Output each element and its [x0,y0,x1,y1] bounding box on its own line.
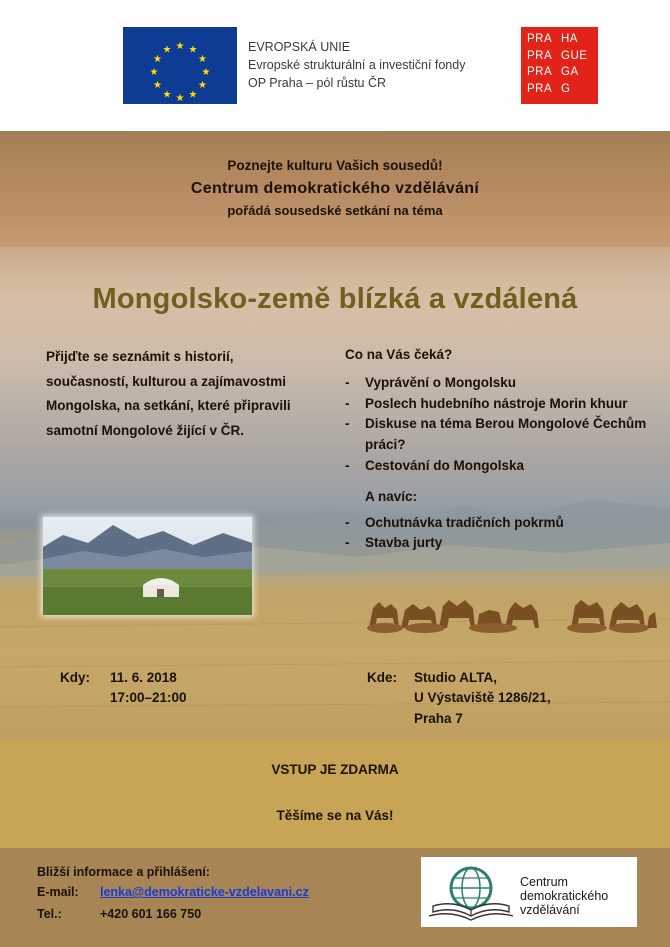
when-label: Kdy: [60,670,90,685]
admission-band [0,740,670,848]
praha-logo-text: PRA [527,33,553,45]
praha-logo-text: PRA [527,49,553,62]
svg-text:★: ★ [198,54,207,65]
event-time: 17:00–21:00 [110,690,187,705]
svg-text:★: ★ [175,41,185,52]
banner-organizer: Centrum demokratického vzdělávání [190,180,480,197]
cdv-line-1: Centrum [520,875,568,889]
cdv-line-3: vzdělávání [520,903,580,917]
svg-text:★: ★ [201,67,211,78]
venue-district: Praha 7 [414,711,463,726]
cdv-logo-text [520,875,608,917]
praha-logo-text: PRA [527,82,553,95]
contact-heading: Bližší informace a přihlášení: [37,865,210,879]
event-date: 11. 6. 2018 [110,670,177,685]
event-title: Mongolsko-země blízká a vzdálená [92,283,578,315]
praha-logo-text: G [561,82,571,95]
banner-subtitle: pořádá sousedské setkání na téma [227,203,443,218]
banner-tagline: Poznejte kulturu Vašich sousedů! [227,158,443,173]
program-item: - Poslech hudebního nástroje Morin khuur [345,394,655,415]
greeting-text: Těšíme se na Vás! [276,808,394,823]
globe-book-icon [425,860,517,924]
camels-icon [365,588,657,634]
program-item: - Vyprávění o Mongolsku [345,373,655,394]
camel-herd-image [365,588,657,634]
email-link[interactable]: lenka@demokraticke-vzdelavani.cz [100,885,309,899]
program-heading: Co na Vás čeká? [345,347,453,362]
phone-label: Tel.: [37,907,62,921]
cdv-line-2: demokratického [520,889,609,903]
free-entry-text: VSTUP JE ZDARMA [271,762,399,777]
svg-text:★: ★ [188,44,198,56]
praha-logo-text: HA [561,33,578,45]
phone-number: +420 601 166 750 [100,907,202,921]
svg-text:★: ★ [162,44,172,56]
yurt-photo [43,517,252,615]
yurt-landscape-icon [43,517,252,615]
cdv-logo [421,857,637,927]
eu-line-3: OP Praha – pól růstu ČR [248,76,387,90]
extra-item: - Stavba jurty [345,533,655,554]
invitation-banner [0,131,670,247]
program-section [345,345,655,554]
venue-name: Studio ALTA, [414,670,497,685]
eu-stars-icon [123,27,237,104]
praha-logo-text: PRA [527,66,553,78]
svg-text:★: ★ [153,80,162,91]
praha-logo-text: GUE [561,49,588,62]
eu-line-1: EVROPSKÁ UNIE [248,40,351,54]
extra-item: - Ochutnávka tradičních pokrmů [345,513,655,534]
extra-heading: A navíc: [365,488,418,504]
svg-text:★: ★ [162,89,172,101]
svg-text:★: ★ [149,67,159,78]
email-label: E-mail: [37,885,79,899]
program-item: - Diskuse na téma Berou Mongolové Čechům práci? [345,414,655,455]
where-label: Kde: [367,670,397,685]
svg-text:★: ★ [175,93,185,104]
eu-line-2: Evropské strukturální a investiční fondy [248,58,466,72]
svg-text:★: ★ [188,89,198,101]
svg-text:★: ★ [198,80,207,91]
venue-street: U Výstaviště 1286/21, [414,690,551,705]
extra-list [345,513,655,554]
program-item: - Cestování do Mongolska [345,456,655,477]
eu-funding-text [248,38,465,92]
praha-logo [521,27,598,104]
praha-logo-text: GA [561,66,579,78]
program-list [345,373,655,477]
svg-text:★: ★ [153,54,162,65]
intro-text: Přijďte se seznámit s historií, současností, kulturou a zajímavostmi Mongolska, na setkání, které připravili samotní Mongolové žijící v ČR. [46,349,291,438]
eu-flag-logo [123,27,237,104]
